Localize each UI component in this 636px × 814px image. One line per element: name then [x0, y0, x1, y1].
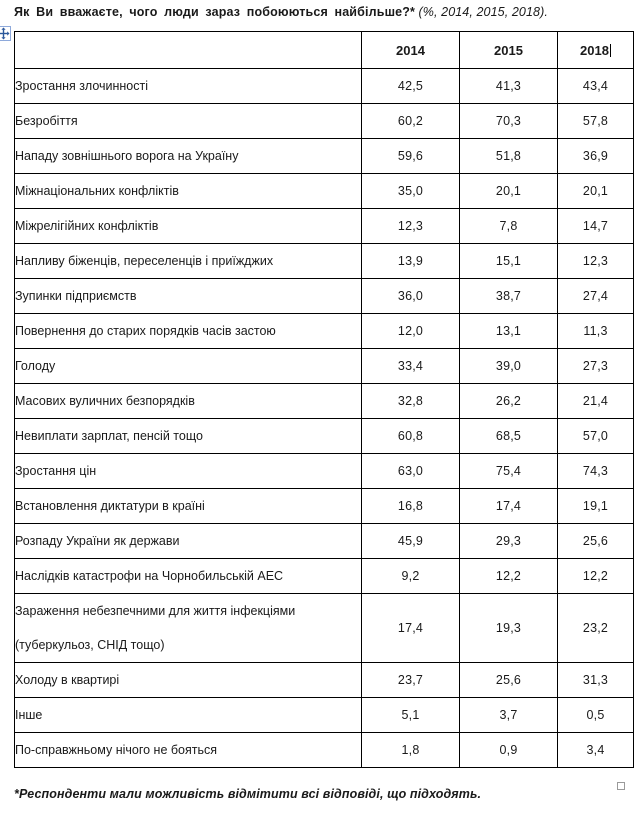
row-value-2015: 0,9: [460, 733, 558, 768]
row-value-2015: 7,8: [460, 209, 558, 244]
row-label-cell: Масових вуличних безпорядків: [15, 384, 362, 419]
row-value-2014: 32,8: [362, 384, 460, 419]
column-header-2014: 2014: [362, 32, 460, 69]
row-value-2018: 0,5: [558, 698, 634, 733]
row-value-2015: 15,1: [460, 244, 558, 279]
row-value-2015: 25,6: [460, 663, 558, 698]
row-label-line-1: Зараження небезпечними для життя інфекціями: [15, 604, 296, 618]
row-value-2015: 29,3: [460, 524, 558, 559]
row-value-2015: 20,1: [460, 174, 558, 209]
row-value-2018: 31,3: [558, 663, 634, 698]
page-title-question: Як Ви вважаєте, чого люди зараз побоюються найбільше?*: [14, 5, 416, 19]
row-value-2018: 12,2: [558, 559, 634, 594]
row-value-2014: 1,8: [362, 733, 460, 768]
row-value-2018: 12,3: [558, 244, 634, 279]
row-label-cell: Наслідків катастрофи на Чорнобильській АЕС: [15, 559, 362, 594]
row-label-cell: Напливу біженців, переселенців і приїжджих: [15, 244, 362, 279]
row-label-cell: Невиплати зарплат, пенсій тощо: [15, 419, 362, 454]
row-value-2018: 57,8: [558, 104, 634, 139]
row-value-2014: 12,0: [362, 314, 460, 349]
row-value-2014: 17,4: [362, 594, 460, 663]
table-row[interactable]: [15, 489, 634, 524]
row-label-cell: [15, 594, 362, 663]
row-label-cell: Міжнаціональних конфліктів: [15, 174, 362, 209]
column-header-label: [15, 32, 362, 69]
text-caret: [610, 44, 611, 57]
row-label-cell: Розпаду України як держави: [15, 524, 362, 559]
table-body: [15, 69, 634, 768]
page-title-note: (%, 2014, 2015, 2018).: [418, 5, 548, 19]
column-header-2018-text: 2018: [580, 42, 609, 58]
row-value-2015: 12,2: [460, 559, 558, 594]
table-row[interactable]: [15, 314, 634, 349]
table-row[interactable]: [15, 384, 634, 419]
table-row[interactable]: [15, 419, 634, 454]
table-row[interactable]: [15, 349, 634, 384]
table-row[interactable]: [15, 594, 634, 663]
row-label-cell: Безробіття: [15, 104, 362, 139]
row-value-2014: 45,9: [362, 524, 460, 559]
row-value-2014: 35,0: [362, 174, 460, 209]
row-label-cell: Встановлення диктатури в країні: [15, 489, 362, 524]
table-row[interactable]: [15, 69, 634, 104]
row-value-2014: 60,8: [362, 419, 460, 454]
row-value-2015: 68,5: [460, 419, 558, 454]
row-label-cell: Голоду: [15, 349, 362, 384]
row-value-2014: 63,0: [362, 454, 460, 489]
row-value-2014: 5,1: [362, 698, 460, 733]
row-value-2014: 36,0: [362, 279, 460, 314]
row-label-cell: По-справжньому нічого не бояться: [15, 733, 362, 768]
footnote: *Респонденти мали можливість відмітити всі відповіді, що підходять.: [14, 787, 482, 801]
row-label-cell: Міжрелігійних конфліктів: [15, 209, 362, 244]
table-row[interactable]: [15, 559, 634, 594]
row-value-2015: 26,2: [460, 384, 558, 419]
row-label-cell: Нападу зовнішнього ворога на Україну: [15, 139, 362, 174]
row-value-2018: 23,2: [558, 594, 634, 663]
row-value-2015: 39,0: [460, 349, 558, 384]
row-value-2018: 74,3: [558, 454, 634, 489]
fear-survey-table[interactable]: [14, 31, 634, 768]
row-value-2018: 57,0: [558, 419, 634, 454]
row-value-2018: 11,3: [558, 314, 634, 349]
row-value-2018: 43,4: [558, 69, 634, 104]
row-value-2014: 60,2: [362, 104, 460, 139]
table-row[interactable]: [15, 454, 634, 489]
row-label-line-2: (туберкульоз, СНІД тощо): [15, 638, 165, 652]
table-row[interactable]: [15, 174, 634, 209]
table-row[interactable]: [15, 663, 634, 698]
table-row[interactable]: [15, 279, 634, 314]
row-value-2018: 20,1: [558, 174, 634, 209]
row-value-2015: 38,7: [460, 279, 558, 314]
table-row[interactable]: [15, 244, 634, 279]
table-row[interactable]: [15, 698, 634, 733]
row-value-2018: 21,4: [558, 384, 634, 419]
row-label-cell: Повернення до старих порядків часів застою: [15, 314, 362, 349]
row-value-2015: 41,3: [460, 69, 558, 104]
row-value-2014: 23,7: [362, 663, 460, 698]
row-label-cell: Інше: [15, 698, 362, 733]
row-value-2015: 70,3: [460, 104, 558, 139]
row-value-2014: 12,3: [362, 209, 460, 244]
row-value-2015: 17,4: [460, 489, 558, 524]
row-value-2018: 14,7: [558, 209, 634, 244]
table-row[interactable]: [15, 139, 634, 174]
row-label-cell: Зупинки підприємств: [15, 279, 362, 314]
row-value-2018: 3,4: [558, 733, 634, 768]
column-header-2018: [558, 32, 634, 69]
row-value-2015: 75,4: [460, 454, 558, 489]
row-label-cell: Зростання злочинності: [15, 69, 362, 104]
table-row[interactable]: [15, 209, 634, 244]
move-cross-icon[interactable]: [0, 26, 11, 41]
row-value-2015: 3,7: [460, 698, 558, 733]
table-header-row: [15, 32, 634, 69]
row-value-2014: 16,8: [362, 489, 460, 524]
row-value-2018: 25,6: [558, 524, 634, 559]
row-value-2014: 13,9: [362, 244, 460, 279]
row-value-2018: 27,4: [558, 279, 634, 314]
row-value-2015: 19,3: [460, 594, 558, 663]
column-header-2015: 2015: [460, 32, 558, 69]
row-value-2015: 51,8: [460, 139, 558, 174]
page-title: [14, 3, 626, 22]
table-row[interactable]: [15, 104, 634, 139]
row-value-2014: 59,6: [362, 139, 460, 174]
row-value-2018: 19,1: [558, 489, 634, 524]
row-value-2014: 33,4: [362, 349, 460, 384]
resize-corner-icon[interactable]: [617, 782, 625, 790]
row-value-2014: 42,5: [362, 69, 460, 104]
row-label-cell: Холоду в квартирі: [15, 663, 362, 698]
row-value-2014: 9,2: [362, 559, 460, 594]
row-value-2018: 27,3: [558, 349, 634, 384]
row-value-2018: 36,9: [558, 139, 634, 174]
row-label-cell: Зростання цін: [15, 454, 362, 489]
table-row[interactable]: [15, 733, 634, 768]
table-row[interactable]: [15, 524, 634, 559]
row-value-2015: 13,1: [460, 314, 558, 349]
